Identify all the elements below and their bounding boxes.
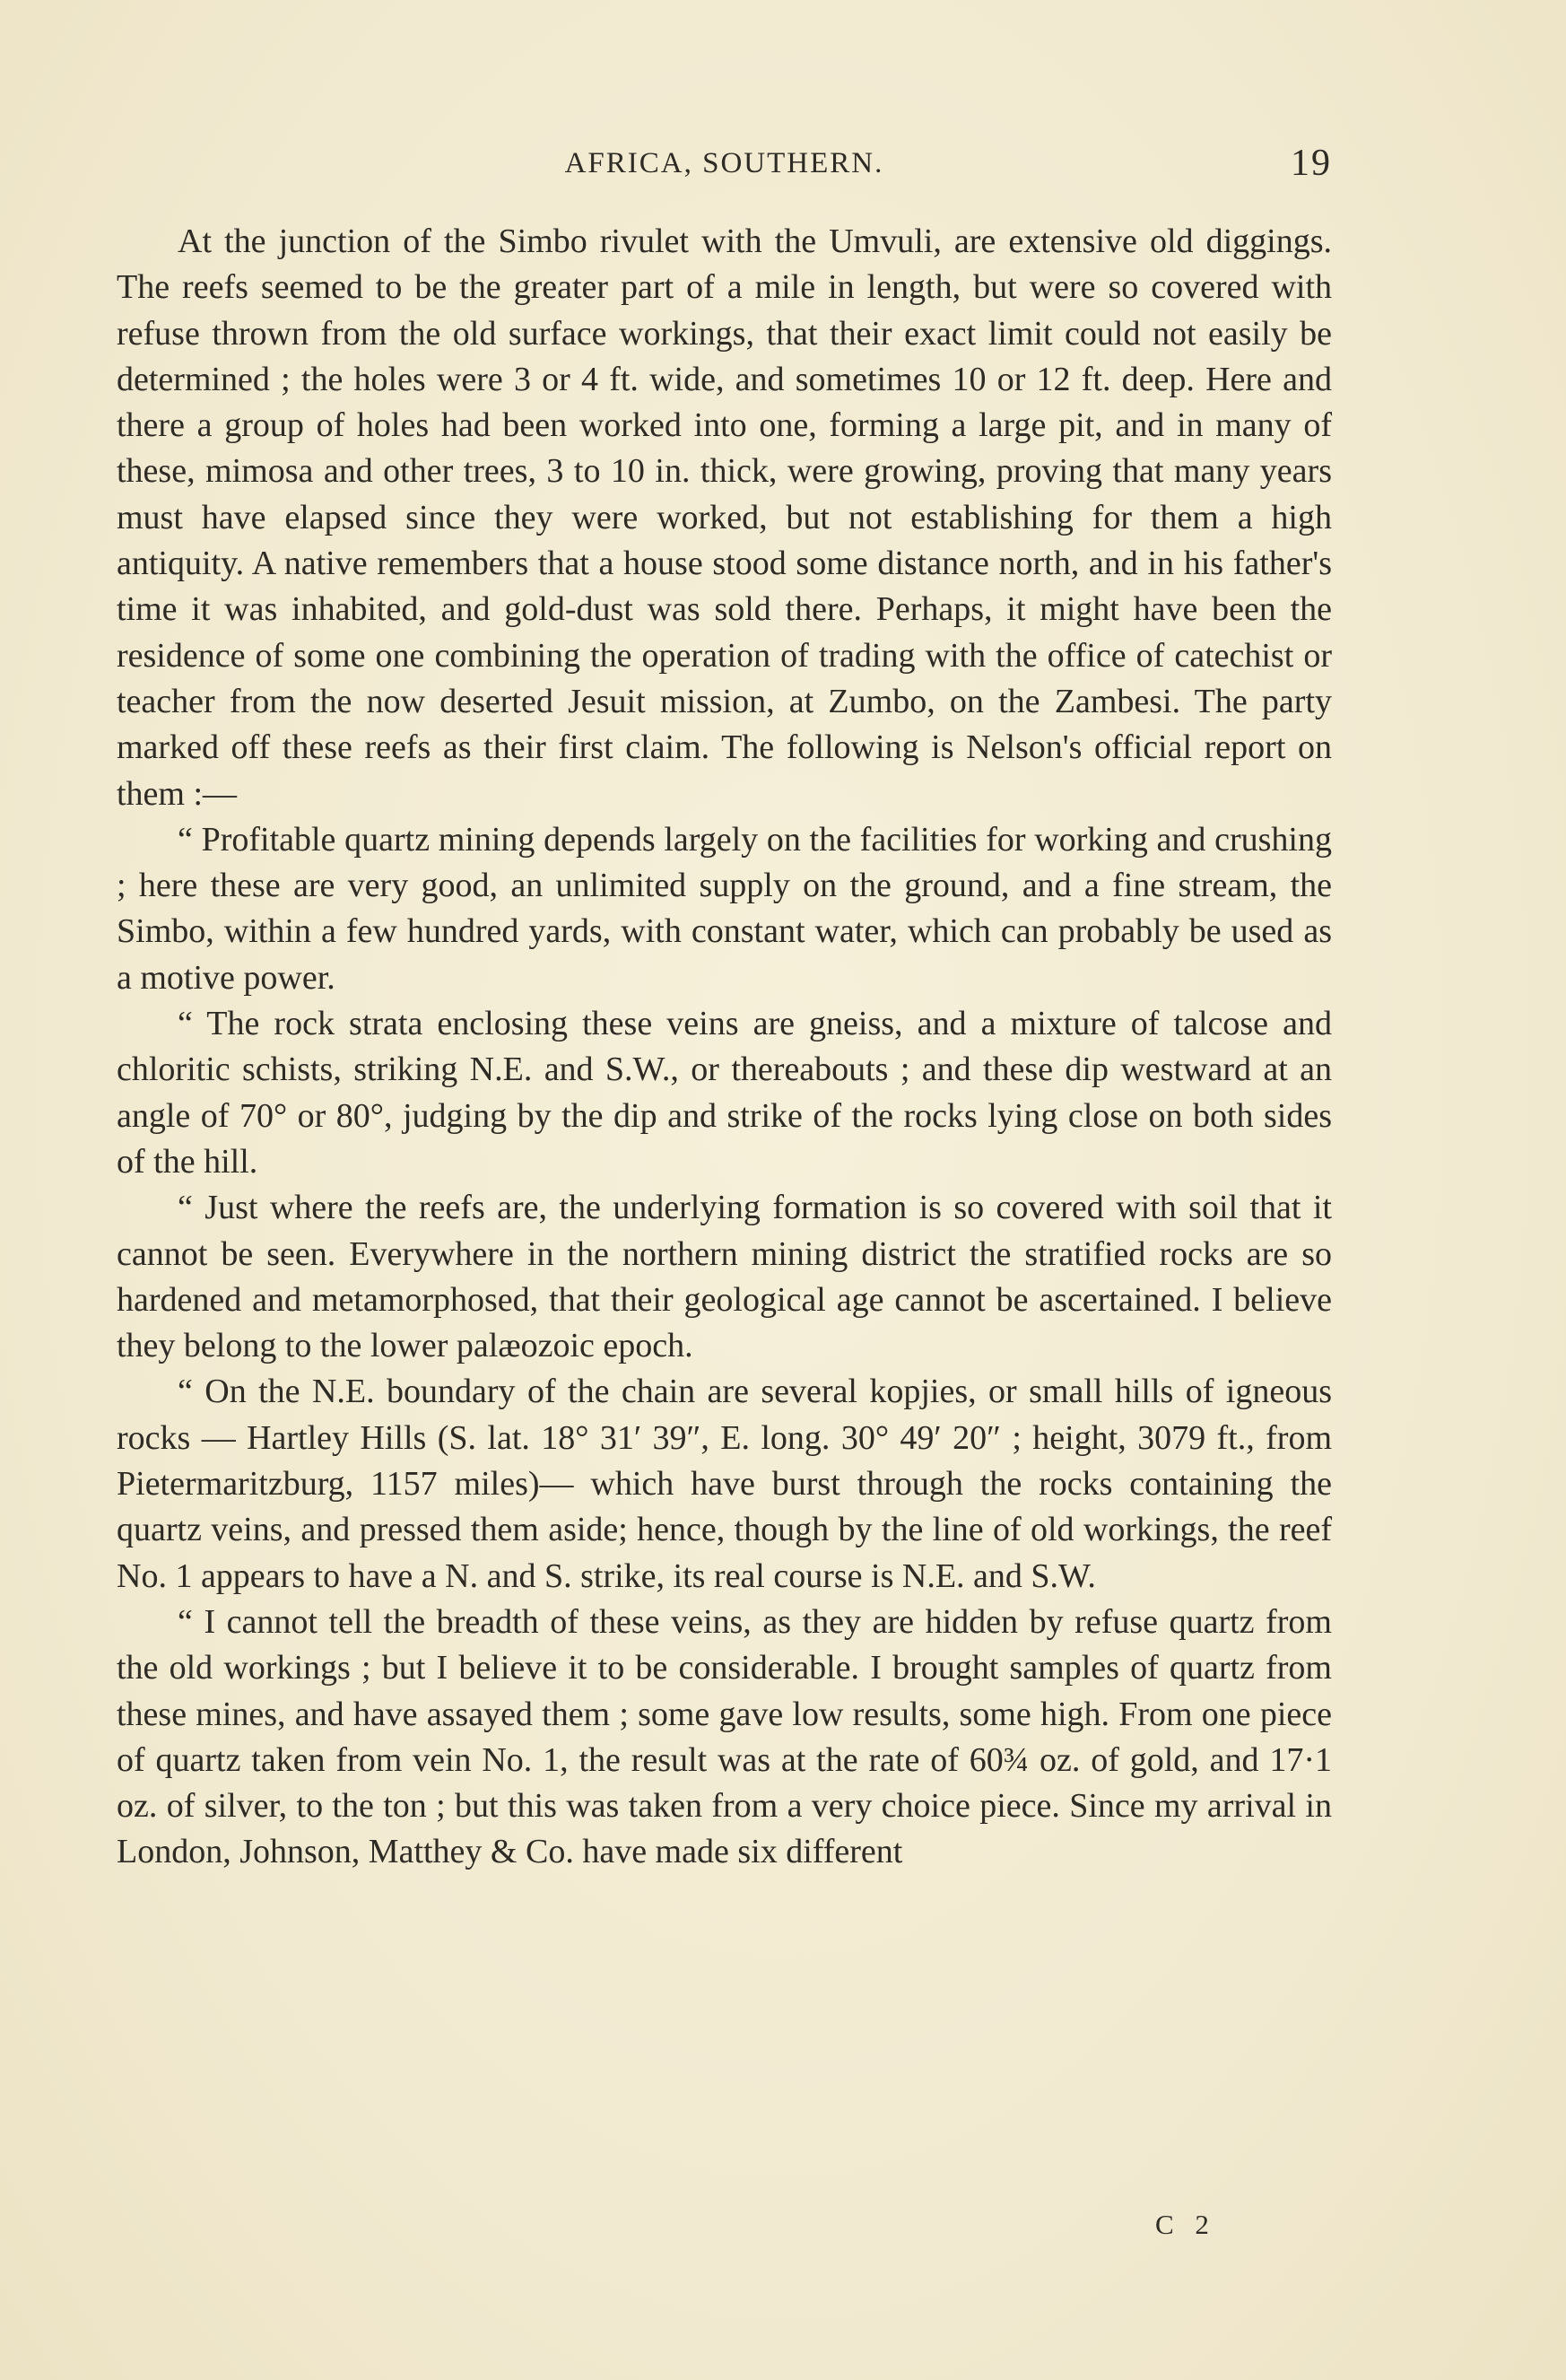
paragraph-junction: At the junction of the Simbo rivulet with the Umvuli, are extensive old diggings. The reefs seemed to be the greater part of a mile in length, but were so covered with refuse thrown from the old surface workings, that their exact limit could not easily be determined ; the holes were 3 or 4 ft. wide, and sometimes 10 or 12 ft. deep. Here and there a group of holes had been worked into one, forming a large pit, and in many of these, mimosa and other trees, 3 to 10 in. thick, were growing, proving that many years must have elapsed since they were worked, but not establishing for them a high antiquity. A native remembers that a house stood some distance north, and in his father's time it was inhabited, and gold-dust was sold there. Perhaps, it might have been the residence of some one combining the operation of trading with the office of catechist or teacher from the now deserted Jesuit mission, at Zumbo, on the Zambesi. The party marked off these reefs as their first claim. The following is Nelson's official report on them :— — [117, 222, 1332, 813]
body-text — [117, 219, 1332, 1876]
page-number: 19 — [1291, 143, 1332, 184]
running-head — [117, 142, 1332, 196]
paragraph-underlying-formation: “ Just where the reefs are, the underlying formation is so covered with soil that it cannot be seen. Everywhere in the northern mining district the stratified rocks are so hardened and metamorphosed, that their geological age cannot be ascertained. I believe they belong to the lower palæozoic epoch. — [117, 1189, 1332, 1365]
paragraph-profitable-mining: “ Profitable quartz mining depends largely on the facilities for working and crushing ; here these are very good, an unlimited supply on the ground, and a fine stream, the Simbo, within a few hundred yards, with constant water, which can probably be used as a motive power. — [117, 820, 1332, 997]
signature-mark: C 2 — [1155, 2209, 1216, 2240]
paragraph-vein-breadth: “ I cannot tell the breadth of these veins, as they are hidden by refuse quartz from the old workings ; but I believe it to be considerable. I brought samples of quartz from these mines, and have assayed them ; some gave low results, some high. From one piece of quartz taken from vein No. 1, the result was at the rate of 60¾ oz. of gold, and 17·1 oz. of silver, to the ton ; but this was taken from a very choice piece. Since my arrival in London, Johnson, Matthey & Co. have made six different — [117, 1602, 1332, 1871]
paragraph-ne-boundary: “ On the N.E. boundary of the chain are several kopjies, or small hills of igneous rocks — Hartley Hills (S. lat. 18° 31′ 39″, E. long. 30° 49′ 20″ ; height, 3079 ft., from Pietermaritzburg, 1157 miles)— which have burst through the rocks containing the quartz veins, and pressed them aside; hence, though by the line of old workings, the reef No. 1 appears to have a N. and S. strike, its real course is N.E. and S.W. — [117, 1373, 1332, 1595]
paragraph-rock-strata: “ The rock strata enclosing these veins are gneiss, and a mixture of talcose and chloritic schists, striking N.E. and S.W., or thereabouts ; and these dip westward at an angle of 70° or 80°, judging by the dip and strike of the rocks lying close on both sides of the hill. — [117, 1005, 1332, 1181]
running-title: AFRICA, SOUTHERN. — [564, 147, 884, 179]
